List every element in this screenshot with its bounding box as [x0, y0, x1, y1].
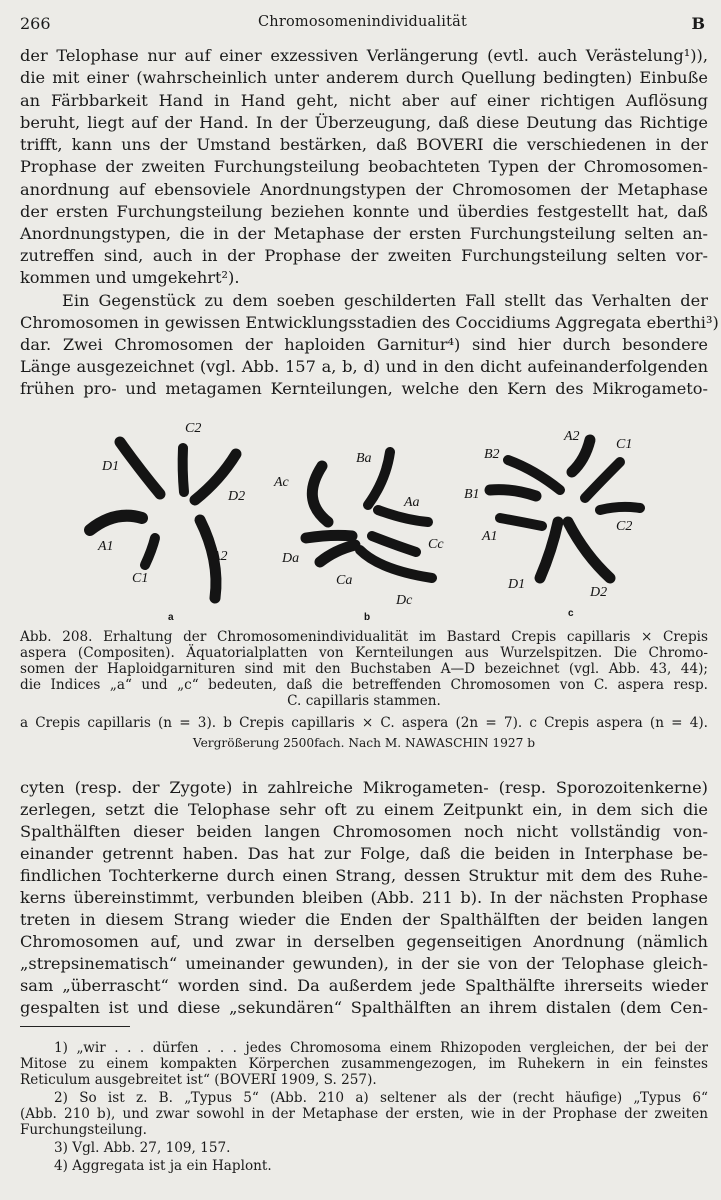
para3-line: zerlegen, setzt die Telophase sehr oft zu einem Zeitpunkt ein, in dem sich die	[20, 800, 708, 819]
chromosome-label: D2	[228, 489, 246, 504]
footnote-line: 2) So ist z. B. „Typus 5“ (Abb. 210 a) seltener als der (recht häufige) „Typus 6“	[54, 1090, 708, 1106]
caption-line: die Indices „a“ und „c“ bedeuten, daß die betreffenden Chromosomen von C. aspera resp.	[20, 677, 708, 693]
para1-line: Anordnungstypen, die in der Metaphase der ersten Furchungsteilung selten an-	[20, 224, 708, 243]
para2-line: Ein Gegenstück zu dem soeben geschilderten Fall stellt das Verhalten der	[62, 291, 708, 310]
running-header	[20, 14, 705, 38]
para2-line: Länge ausgezeichnet (vgl. Abb. 157 a, b, d) und in den dicht aufeinanderfolgenden	[20, 357, 708, 376]
para1-line: der Telophase nur auf einer exzessiven Verlängerung (evtl. auch Verästelung¹)),	[20, 46, 708, 65]
para3-line: treten in diesem Strang wieder die Enden der Spalthälften der beiden langen	[20, 910, 708, 929]
chromosome-label: A1	[482, 529, 498, 544]
para1-line: zutreffen sind, auch in der Prophase der zweiten Furchungsteilung selten vor-	[20, 246, 708, 265]
chromosome-label: B1	[464, 487, 480, 502]
chromosome-label: Aa	[404, 495, 420, 510]
footnote-line: Reticulum ausgebreitet ist“ (BOVERI 1909, S. 257).	[20, 1072, 377, 1088]
caption-line: aspera (Compositen). Äquatorialplatten von Kernteilungen aus Wurzelspitzen. Die Chromo-	[20, 645, 708, 661]
para3-line: Spalthälften dieser beiden langen Chromosomen noch nicht vollständig von-	[20, 822, 708, 841]
caption-line: somen der Haploidgarnituren sind mit den Buchstaben A—D bezeichnet (vgl. Abb. 43, 44);	[20, 661, 708, 677]
chromosome-label: Da	[282, 551, 300, 566]
para2-line: Chromosomen in gewissen Entwicklungsstadien des Coccidiums Aggregata eberthi³)	[20, 313, 719, 332]
para2-line: frühen pro- und metagamen Kernteilungen, welche den Kern des Mikrogameto-	[20, 379, 708, 398]
chromosome-label: D2	[590, 585, 608, 600]
caption-line: Abb. 208. Erhaltung der Chromosomenindividualität im Bastard Crepis capillaris × Crepis	[20, 629, 708, 645]
caption-legend: a Crepis capillaris (n = 3). b Crepis capillaris × C. aspera (2n = 7). c Crepis aspera (n = 4).	[20, 715, 708, 731]
panel-letter: a	[168, 612, 174, 623]
chromosome-label: A1	[98, 539, 114, 554]
para3-line: sam „überrascht“ worden sind. Da außerdem jede Spalthälfte ihrerseits wieder	[20, 976, 708, 995]
para1-line: trifft, kann uns der Umstand bestärken, daß BOVERI die verschiedenen in der	[20, 135, 708, 154]
chromosome-label: Ba	[356, 451, 372, 466]
para1-line: beruht, liegt auf der Hand. In der Überzeugung, daß diese Deutung das Richtige	[20, 113, 708, 132]
footnote-line: (Abb. 210 b), und zwar sowohl in der Metaphase der ersten, wie in der Prophase der zweiten	[20, 1106, 708, 1122]
footnote-line: 3) Vgl. Abb. 27, 109, 157.	[54, 1140, 231, 1156]
para1-line: Prophase der zweiten Furchungsteilung beobachteten Typen der Chromosomen-	[20, 157, 708, 176]
panel-letter: b	[364, 612, 371, 623]
chromosome-label: Dc	[396, 593, 413, 608]
para3-line: cyten (resp. der Zygote) in zahlreiche Mikrogameten- (resp. Sporozoitenkerne)	[20, 778, 708, 797]
footnote-line: 4) Aggregata ist ja ein Haplont.	[54, 1158, 272, 1174]
para2-line: dar. Zwei Chromosomen der haploiden Garnitur⁴) sind hier durch besondere	[20, 335, 708, 354]
para3-line: einander getrennt haben. Das hat zur Folge, daß die beiden in Interphase be-	[20, 844, 708, 863]
caption-credit: Vergrößerung 2500fach. Nach M. NAWASCHIN 1927 b	[192, 736, 536, 750]
chromosome-label: Ac	[274, 475, 289, 490]
para1-line: an Färbbarkeit Hand in Hand geht, nicht aber auf einer richtigen Auflösung	[20, 91, 708, 110]
para3-line: kerns übereinstimmt, verbunden bleiben (Abb. 211 b). In der nächsten Prophase	[20, 888, 708, 907]
para1-line: der ersten Furchungsteilung beziehen konnte und überdies festgestellt hat, daß	[20, 202, 708, 221]
caption-line: C. capillaris stammen.	[287, 693, 441, 709]
page-number: 266	[20, 14, 51, 33]
chromosome-label: A2	[212, 549, 228, 564]
chromosome-label: Cc	[428, 537, 444, 552]
para3-line: Chromosomen auf, und zwar in derselben gegenseitigen Anordnung (nämlich	[20, 932, 708, 951]
para3-line: „strepsinematisch“ umeinander gewunden), in der sie von der Telophase gleich-	[20, 954, 708, 973]
para1-line: die mit einer (wahrscheinlich unter anderem durch Quellung bedingten) Einbuße	[20, 68, 708, 87]
chromosome-label: D1	[102, 459, 120, 474]
chromosome-label: B2	[484, 447, 500, 462]
footnote-line: 1) „wir . . . dürfen . . . jedes Chromosoma einem Rhizopoden vergleichen, der bei der	[54, 1040, 708, 1056]
panel-b-chromosomes	[306, 452, 432, 578]
panel-letter: c	[568, 608, 574, 619]
para1-line: kommen und umgekehrt²).	[20, 268, 240, 287]
chromosome-label: C2	[616, 519, 633, 534]
para3-line: gespalten ist und diese „sekundären“ Spalthälften an ihrem distalen (dem Cen-	[20, 998, 708, 1017]
chromosome-label: C2	[185, 421, 202, 436]
para1-line: anordnung auf ebensoviele Anordnungstypen der Chromosomen der Metaphase	[20, 180, 708, 199]
para3-line: findlichen Tochterkerne durch einen Strang, dessen Struktur mit dem des Ruhe-	[20, 866, 708, 885]
footnote-rule	[20, 1026, 130, 1027]
chromosome-label: C1	[616, 437, 633, 452]
chromosome-label: A2	[564, 429, 580, 444]
chromosome-figure	[60, 410, 680, 625]
chromosome-label: D1	[508, 577, 526, 592]
footnote-line: Mitose zu einem kompakten Körperchen zusammengezogen, im Ruhekern in ein feinstes	[20, 1056, 708, 1072]
running-title: Chromosomenindividualität	[258, 14, 467, 30]
footnote-line: Furchungsteilung.	[20, 1122, 147, 1138]
section-letter: B	[691, 14, 705, 33]
chromosome-label: C1	[132, 571, 149, 586]
panel-c-chromosomes	[490, 440, 640, 578]
chromosome-label: Ca	[336, 573, 353, 588]
